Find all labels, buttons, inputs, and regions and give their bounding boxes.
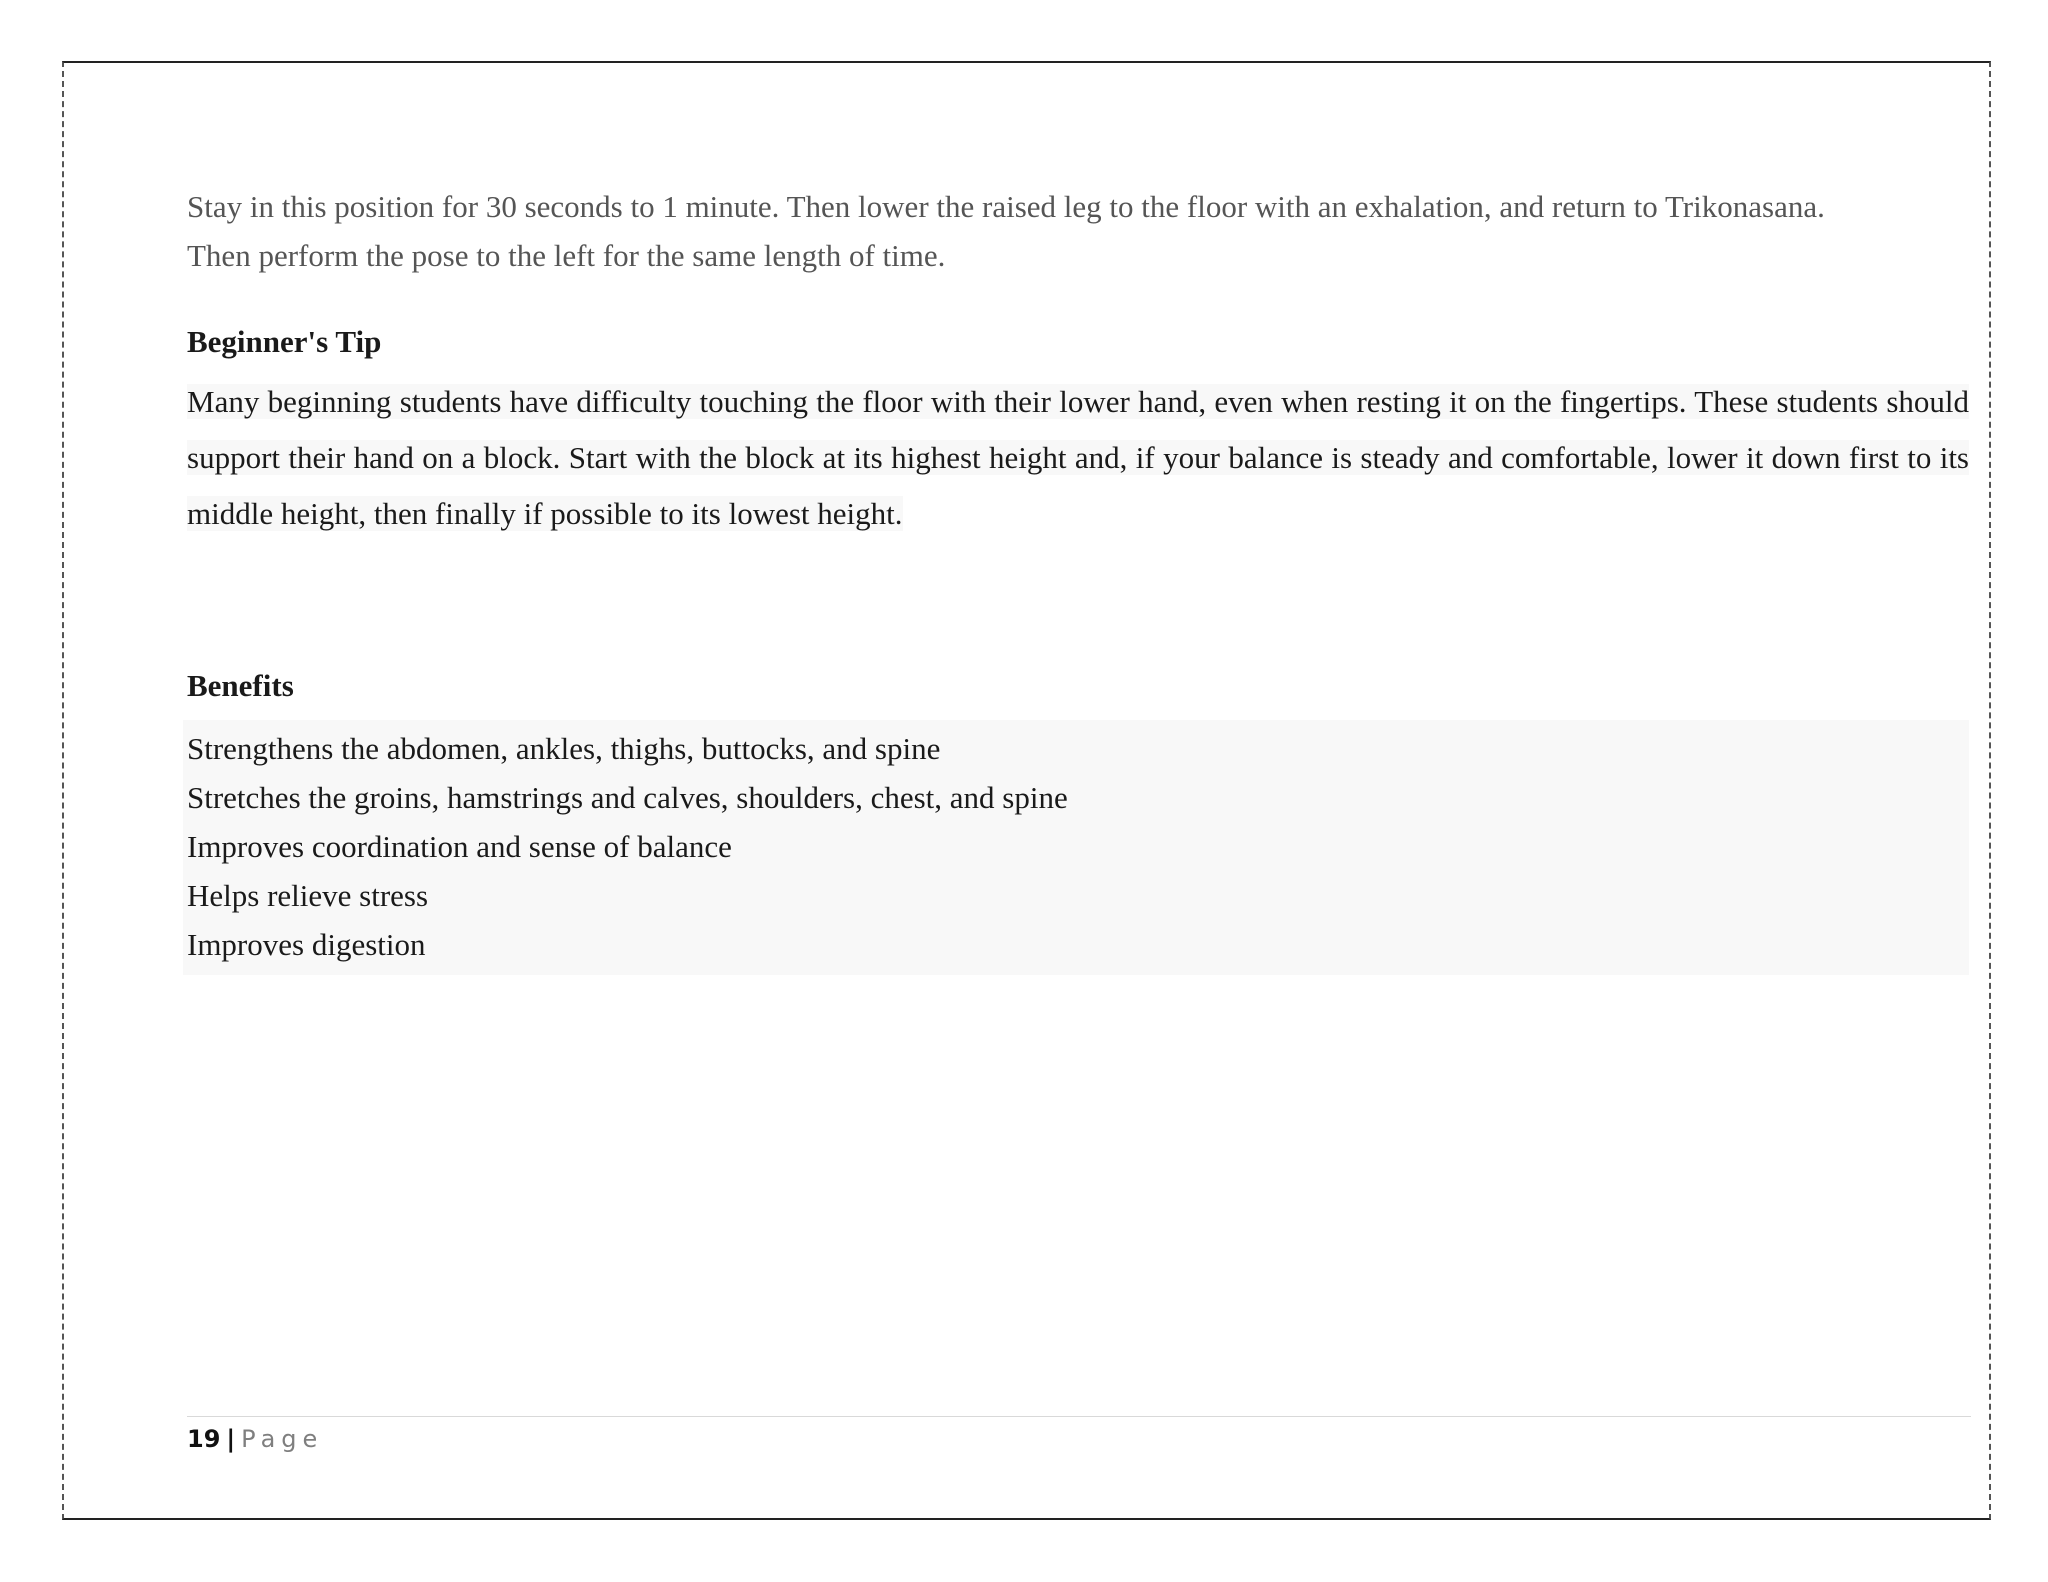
intro-paragraph	[187, 182, 1969, 280]
benefit-item: Strengthens the abdomen, ankles, thighs, buttocks, and spine	[187, 731, 941, 766]
beginners-tip-text: Many beginning students have difficulty touching the floor with their lower hand, even when resting it on the fingertips. These students should support their hand on a block. Start with the block at its highest height and, if your balance is steady and comfortable, lower it down first to its middle height, then finally if possible to its lowest height.	[187, 384, 1969, 531]
page-number: 19	[187, 1425, 221, 1453]
benefit-item: Improves coordination and sense of balance	[187, 829, 732, 864]
benefits-heading: Benefits	[187, 668, 294, 703]
beginners-tip-heading: Beginner's Tip	[187, 324, 382, 359]
beginners-tip-body	[187, 374, 1969, 542]
page-content	[187, 182, 1969, 991]
intro-line-1: Stay in this position for 30 seconds to 1 minute. Then lower the raised leg to the floor with an exhalation, and return to Trikonasana.	[187, 189, 1825, 224]
intro-line-2: Then perform the pose to the left for the same length of time.	[187, 238, 946, 273]
benefit-item: Stretches the groins, hamstrings and calves, shoulders, chest, and spine	[187, 780, 1068, 815]
page-footer	[187, 1424, 323, 1454]
benefit-item: Helps relieve stress	[187, 878, 429, 913]
page-separator: |	[226, 1425, 236, 1453]
benefits-list	[183, 720, 1969, 975]
benefit-item: Improves digestion	[187, 927, 426, 962]
page-label: Page	[241, 1425, 324, 1453]
footer-divider	[187, 1416, 1971, 1417]
